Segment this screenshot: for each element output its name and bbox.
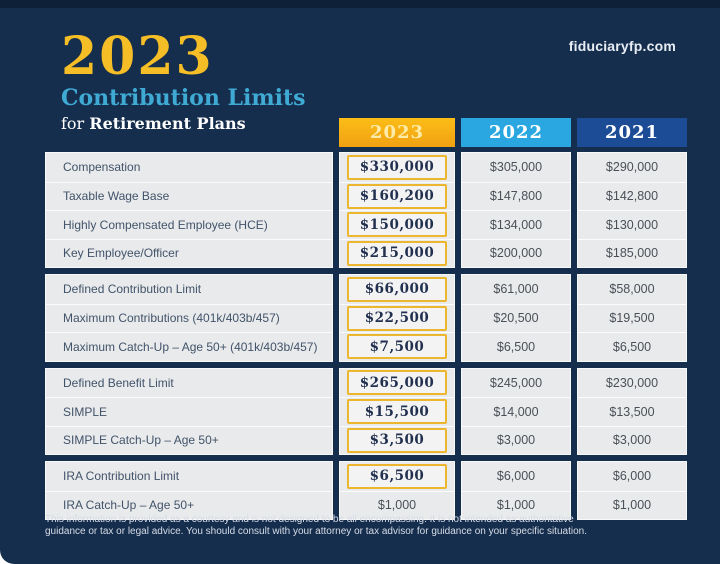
row-label: Defined Contribution Limit: [63, 282, 202, 297]
values-2023: [339, 274, 455, 362]
highlight-value: $3,500: [347, 428, 447, 453]
value-cell-2021: $185,000: [578, 239, 686, 268]
highlight-value: $150,000: [347, 212, 447, 237]
value-cell-2022: $20,500: [462, 304, 570, 333]
tagline-bold: Retirement Plans: [89, 113, 246, 133]
row-label: Taxable Wage Base: [46, 182, 332, 211]
website-url: fiduciaryfp.com: [568, 38, 676, 54]
value-cell-2023: [340, 397, 454, 426]
table-group-compensation: [45, 152, 691, 268]
value-cell-2022: $147,800: [462, 182, 570, 211]
table-header-row: [45, 118, 691, 147]
value-cell-2023: [340, 426, 454, 455]
values-2023: [339, 152, 455, 268]
highlight-value: $15,500: [347, 399, 447, 424]
values-2023: [339, 461, 455, 520]
value-cell-2022: $245,000: [489, 375, 543, 390]
value-cell-2021: $230,000: [605, 375, 659, 390]
values-2022: [461, 274, 571, 362]
values-2021: [577, 152, 687, 268]
header-spacer: [45, 118, 333, 147]
row-label: SIMPLE Catch-Up – Age 50+: [46, 426, 332, 455]
highlight-value: $160,200: [347, 184, 447, 209]
value-cell-2023: [340, 210, 454, 239]
highlight-value: $265,000: [347, 370, 447, 395]
row-label: IRA Contribution Limit: [63, 469, 180, 484]
row-label: SIMPLE: [46, 397, 332, 426]
value-cell-2021: $6,000: [612, 469, 652, 484]
value-cell-2023: [340, 332, 454, 361]
row-label: Key Employee/Officer: [46, 239, 332, 268]
highlight-value: $22,500: [347, 306, 447, 331]
values-2022: [461, 461, 571, 520]
row-label: IRA Catch-Up – Age 50+: [46, 491, 332, 520]
highlight-value: $330,000: [347, 155, 447, 180]
value-cell-2021: $6,500: [578, 332, 686, 361]
highlight-value: $7,500: [347, 334, 447, 359]
values-2022: [461, 368, 571, 456]
title-subtitle: Contribution Limits: [61, 84, 306, 111]
value-cell-2022: $200,000: [462, 239, 570, 268]
value-cell-2022: $14,000: [462, 397, 570, 426]
value-cell-2022: $1,000: [462, 491, 570, 520]
value-cell-2023: [340, 462, 454, 491]
label-column: [45, 368, 333, 456]
row-label: Maximum Catch-Up – Age 50+ (401k/403b/457): [46, 332, 332, 361]
highlight-value: $6,500: [347, 464, 447, 489]
table-group-contribution-limits: [45, 274, 691, 362]
values-2021: [577, 274, 687, 362]
disclaimer-line-2: guidance or tax or legal advice. You should consult with your attorney or tax advisor for guidance on your specific situation.: [45, 525, 587, 537]
table-group-benefit-simple: [45, 368, 691, 456]
row-label: Compensation: [63, 160, 141, 175]
value-cell-2022: $6,500: [462, 332, 570, 361]
label-column: [45, 152, 333, 268]
highlight-value: $215,000: [347, 241, 447, 266]
value-cell-2022: $305,000: [489, 160, 543, 175]
limits-table: [45, 118, 691, 526]
value-cell-2023: [340, 153, 454, 182]
label-column: [45, 461, 333, 520]
highlight-value: $66,000: [347, 277, 447, 302]
column-header-2023: 2023: [339, 118, 455, 147]
values-2022: [461, 152, 571, 268]
top-strip: [0, 0, 720, 8]
value-cell-2022: $6,000: [496, 469, 536, 484]
values-2021: [577, 461, 687, 520]
value-cell-2022: $61,000: [493, 282, 539, 297]
row-label: Highly Compensated Employee (HCE): [46, 210, 332, 239]
value-cell-2022: $3,000: [462, 426, 570, 455]
tagline-prefix: for: [61, 113, 90, 133]
label-column: [45, 274, 333, 362]
value-cell-2021: $130,000: [578, 210, 686, 239]
value-cell-2021: $3,000: [578, 426, 686, 455]
value-cell-2021: $19,500: [578, 304, 686, 333]
value-cell-2023: [340, 304, 454, 333]
value-cell-2023: [340, 239, 454, 268]
value-cell-2021: $58,000: [609, 282, 655, 297]
values-2021: [577, 368, 687, 456]
value-cell-2023: $1,000: [340, 491, 454, 520]
value-cell-2021: $13,500: [578, 397, 686, 426]
title-year: 2023: [61, 26, 214, 87]
values-2023: [339, 368, 455, 456]
disclaimer-line-1: This information is provided as a courtesy and is not designed to be all encompassing. It is not intended as authoritative: [45, 514, 574, 525]
value-cell-2021: $1,000: [578, 491, 686, 520]
value-cell-2021: $290,000: [605, 160, 659, 175]
value-cell-2023: [340, 182, 454, 211]
column-header-2021: 2021: [577, 118, 687, 147]
value-cell-2023: [340, 369, 454, 398]
value-cell-2023: [340, 275, 454, 304]
table-group-ira: [45, 461, 691, 520]
value-cell-2022: $134,000: [462, 210, 570, 239]
row-label: Maximum Contributions (401k/403b/457): [46, 304, 332, 333]
row-label: Defined Benefit Limit: [63, 375, 174, 390]
value-cell-2021: $142,800: [578, 182, 686, 211]
disclaimer-text: [45, 514, 665, 537]
column-header-2022: 2022: [461, 118, 571, 147]
